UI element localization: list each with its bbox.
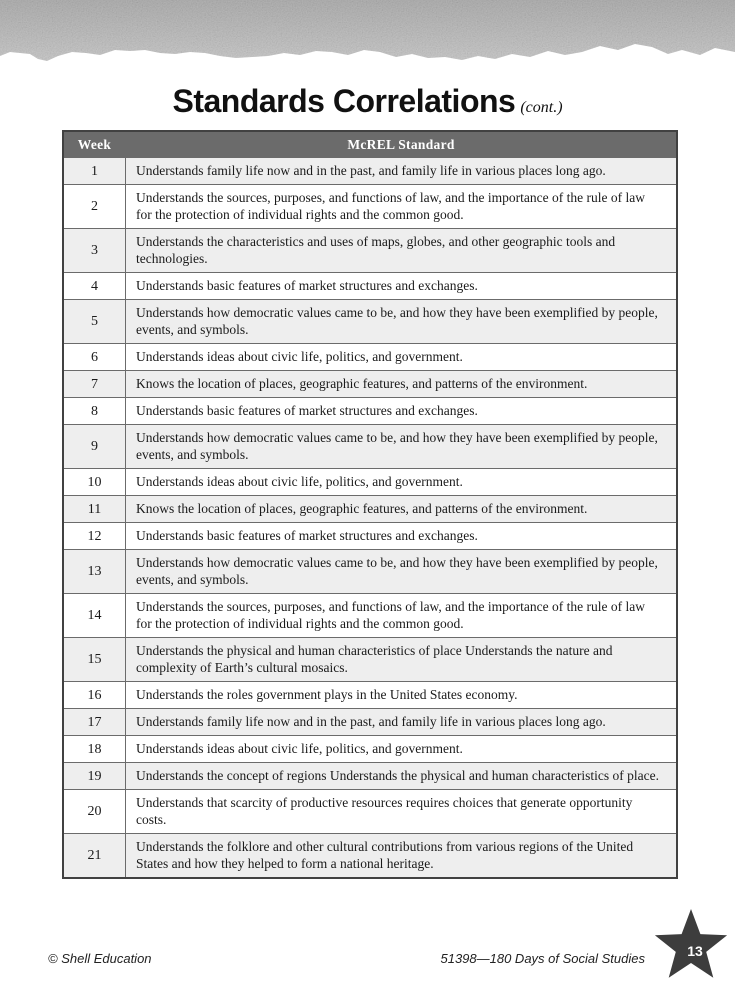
table-row: [63, 344, 677, 371]
standard-cell: Understands how democratic values came to be, and how they have been exemplified by people, events, and symbols.: [126, 300, 678, 344]
table-row: [63, 229, 677, 273]
week-cell: 19: [63, 763, 126, 790]
week-cell: 16: [63, 682, 126, 709]
standard-cell: Understands how democratic values came to be, and how they have been exemplified by people, events, and symbols.: [126, 425, 678, 469]
book-title-text: 51398—180 Days of Social Studies: [440, 951, 645, 966]
standards-table: [62, 130, 678, 879]
table-row: [63, 158, 677, 185]
table-row: [63, 371, 677, 398]
standard-cell: Knows the location of places, geographic features, and patterns of the environment.: [126, 496, 678, 523]
standard-cell: Understands basic features of market structures and exchanges.: [126, 398, 678, 425]
title-cont-label: (cont.): [520, 99, 563, 116]
table-row: [63, 273, 677, 300]
torn-paper-edge: [0, 0, 735, 70]
table-row: [63, 469, 677, 496]
standard-cell: Understands the sources, purposes, and functions of law, and the importance of the rule of law for the protection of individual rights and the common good.: [126, 185, 678, 229]
week-column-header: Week: [63, 131, 126, 158]
week-cell: 20: [63, 790, 126, 834]
week-cell: 21: [63, 834, 126, 879]
table-row: [63, 834, 677, 879]
standard-cell: Understands ideas about civic life, politics, and government.: [126, 344, 678, 371]
standard-cell: Understands that scarcity of productive resources requires choices that generate opportunity costs.: [126, 790, 678, 834]
standard-cell: Knows the location of places, geographic features, and patterns of the environment.: [126, 371, 678, 398]
week-cell: 13: [63, 550, 126, 594]
table-row: [63, 763, 677, 790]
table-row: [63, 300, 677, 344]
table-row: [63, 185, 677, 229]
week-cell: 5: [63, 300, 126, 344]
standard-cell: Understands how democratic values came to be, and how they have been exemplified by people, events, and symbols.: [126, 550, 678, 594]
table-row: [63, 709, 677, 736]
standard-cell: Understands family life now and in the past, and family life in various places long ago.: [126, 709, 678, 736]
page-title-text: Standards Correlations: [172, 83, 516, 119]
week-cell: 4: [63, 273, 126, 300]
copyright-text: © Shell Education: [48, 951, 152, 966]
standard-cell: Understands the roles government plays in the United States economy.: [126, 682, 678, 709]
table-header-row: [63, 131, 677, 158]
page-number-star: [649, 906, 733, 988]
table-row: [63, 638, 677, 682]
table-row: [63, 736, 677, 763]
standard-cell: Understands the folklore and other cultural contributions from various regions of the United States and how they helped to form a national heritage.: [126, 834, 678, 879]
week-cell: 18: [63, 736, 126, 763]
standard-cell: Understands basic features of market structures and exchanges.: [126, 523, 678, 550]
week-cell: 11: [63, 496, 126, 523]
week-cell: 12: [63, 523, 126, 550]
standard-cell: Understands the physical and human characteristics of place Understands the nature and complexity of Earth’s cultural mosaics.: [126, 638, 678, 682]
standard-cell: Understands family life now and in the past, and family life in various places long ago.: [126, 158, 678, 185]
week-cell: 2: [63, 185, 126, 229]
table-row: [63, 496, 677, 523]
week-cell: 17: [63, 709, 126, 736]
week-cell: 10: [63, 469, 126, 496]
standard-cell: Understands ideas about civic life, politics, and government.: [126, 469, 678, 496]
standards-table-body: [63, 158, 677, 879]
week-cell: 7: [63, 371, 126, 398]
standard-cell: Understands the sources, purposes, and functions of law, and the importance of the rule of law for the protection of individual rights and the common good.: [126, 594, 678, 638]
table-row: [63, 523, 677, 550]
week-cell: 14: [63, 594, 126, 638]
week-cell: 6: [63, 344, 126, 371]
week-cell: 3: [63, 229, 126, 273]
week-cell: 8: [63, 398, 126, 425]
table-row: [63, 398, 677, 425]
standard-cell: Understands the concept of regions Understands the physical and human characteristics of place.: [126, 763, 678, 790]
standard-column-header: McREL Standard: [126, 131, 678, 158]
standard-cell: Understands basic features of market structures and exchanges.: [126, 273, 678, 300]
week-cell: 1: [63, 158, 126, 185]
table-row: [63, 425, 677, 469]
table-row: [63, 594, 677, 638]
week-cell: 9: [63, 425, 126, 469]
standard-cell: Understands ideas about civic life, politics, and government.: [126, 736, 678, 763]
table-row: [63, 790, 677, 834]
week-cell: 15: [63, 638, 126, 682]
table-row: [63, 550, 677, 594]
table-row: [63, 682, 677, 709]
page-title: [0, 83, 735, 120]
page-number: 13: [687, 943, 703, 959]
standard-cell: Understands the characteristics and uses of maps, globes, and other geographic tools and technologies.: [126, 229, 678, 273]
